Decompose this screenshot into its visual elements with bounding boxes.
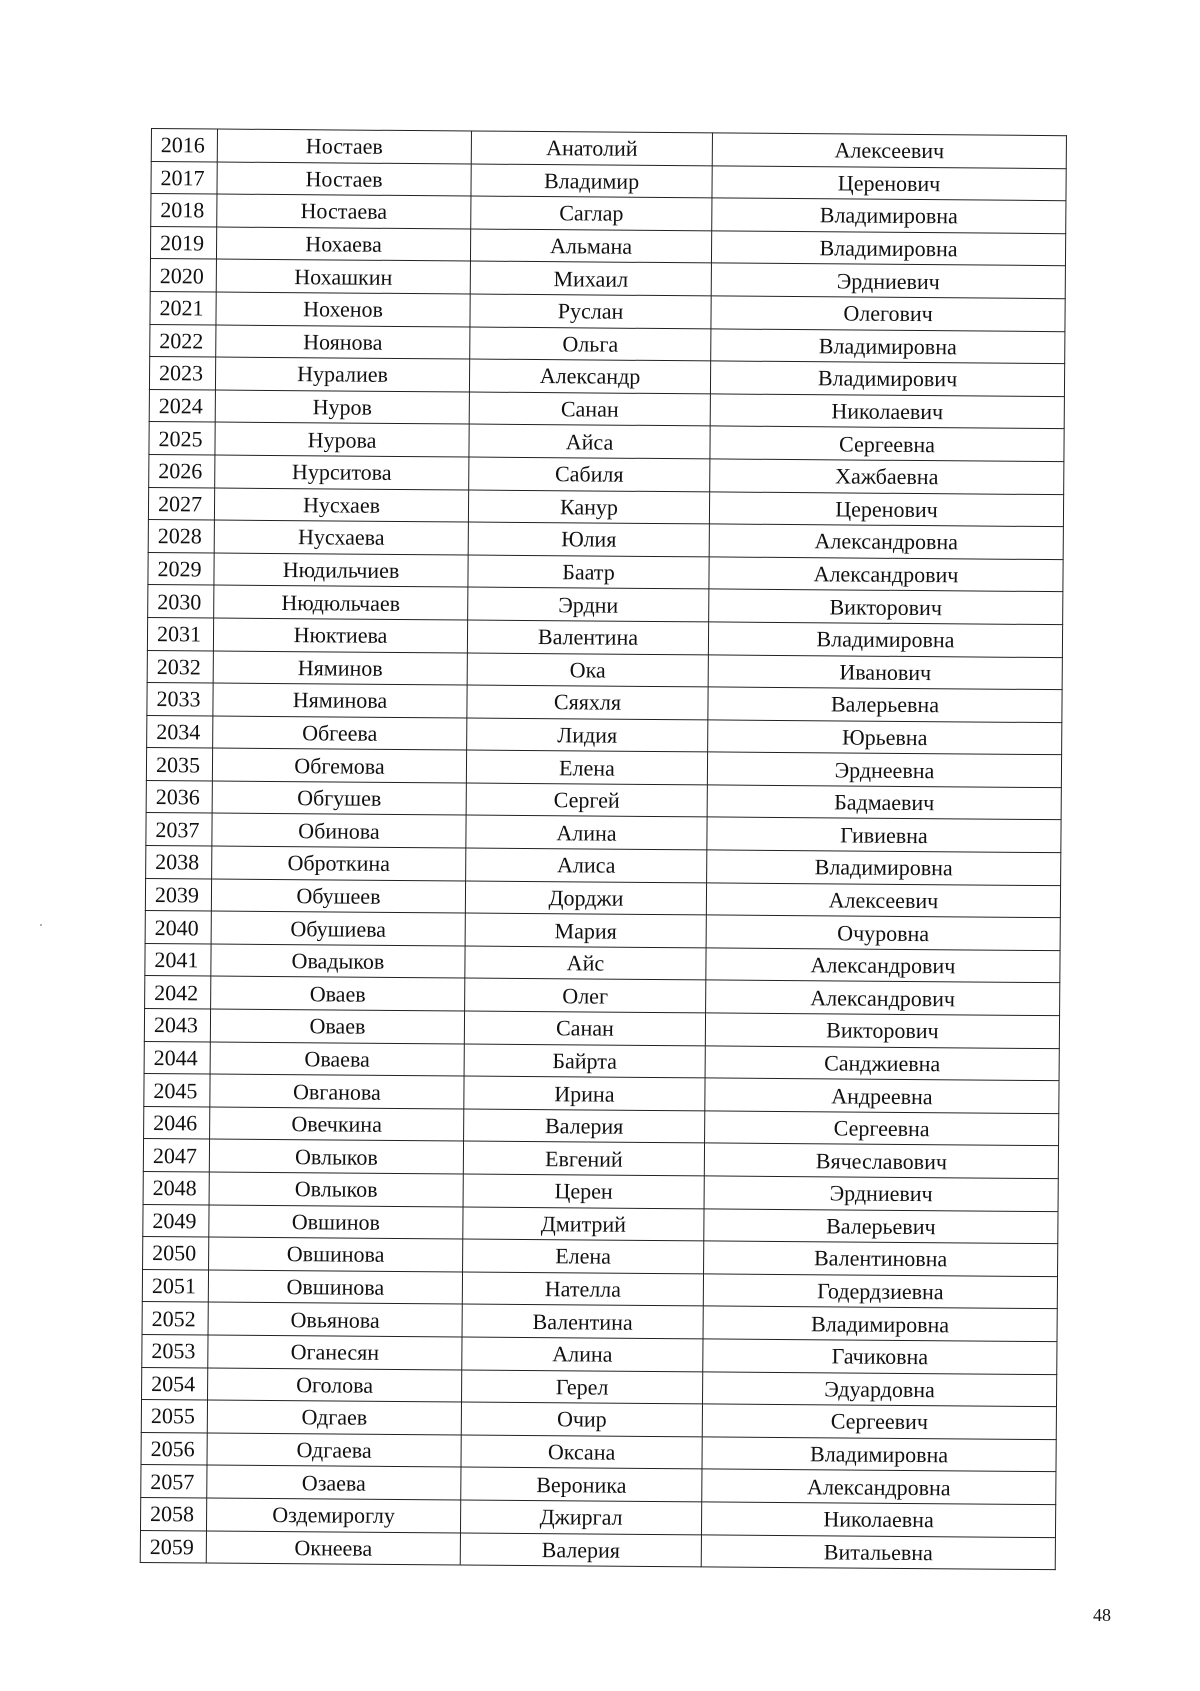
patronymic-cell: Церенович [709, 491, 1063, 526]
last-name-cell: Оваев [211, 976, 465, 1011]
last-name-cell: Овганова [210, 1074, 464, 1109]
first-name-cell: Сергей [466, 783, 707, 817]
first-name-cell: Нателла [462, 1272, 703, 1306]
first-name-cell: Валентина [467, 620, 708, 654]
last-name-cell: Овечкина [210, 1107, 464, 1142]
patronymic-cell: Олегович [711, 296, 1065, 331]
last-name-cell: Обушеев [211, 879, 465, 914]
first-name-cell: Айс [465, 946, 706, 980]
patronymic-cell: Владимировна [702, 1437, 1056, 1472]
first-name-cell: Санан [469, 392, 710, 426]
last-name-cell: Обушиева [211, 911, 465, 946]
row-number-cell: 2024 [149, 389, 215, 422]
patronymic-cell: Владимировна [712, 198, 1066, 233]
first-name-cell: Евгений [463, 1141, 704, 1175]
first-name-cell: Саглар [471, 196, 712, 230]
last-name-cell: Нурситова [215, 455, 469, 490]
last-name-cell: Окнеева [206, 1531, 460, 1566]
patronymic-cell: Эрдниевич [704, 1176, 1058, 1211]
row-number-cell: 2043 [144, 1009, 210, 1042]
patronymic-cell: Викторович [705, 1013, 1059, 1048]
row-number-cell: 2046 [144, 1106, 210, 1139]
row-number-cell: 2025 [149, 422, 215, 455]
row-number-cell: 2040 [145, 911, 211, 944]
patronymic-cell: Эрдниевич [711, 263, 1065, 298]
patronymic-cell: Александрович [706, 948, 1060, 983]
last-name-cell: Нюктиева [213, 618, 467, 653]
first-name-cell: Айса [469, 424, 710, 458]
first-name-cell: Ольга [470, 327, 711, 361]
first-name-cell: Канур [468, 490, 709, 524]
last-name-cell: Овлыков [209, 1139, 463, 1174]
names-table [140, 128, 1067, 1570]
page-number: 48 [1093, 1605, 1111, 1625]
first-name-cell: Алина [466, 815, 707, 849]
row-number-cell: 2035 [146, 748, 212, 781]
row-number-cell: 2037 [146, 813, 212, 846]
first-name-cell: Оксана [461, 1435, 702, 1469]
last-name-cell: Овьянова [208, 1302, 462, 1337]
row-number-cell: 2029 [148, 552, 214, 585]
patronymic-cell: Викторович [709, 589, 1063, 624]
row-number-cell: 2051 [142, 1269, 208, 1302]
row-number-cell: 2023 [149, 357, 215, 390]
patronymic-cell: Александрович [706, 980, 1060, 1015]
patronymic-cell: Владимировна [711, 231, 1065, 266]
patronymic-cell: Очуровна [706, 915, 1060, 950]
last-name-cell: Оброткина [212, 846, 466, 881]
first-name-cell: Елена [466, 750, 707, 784]
last-name-cell: Нуров [215, 390, 469, 425]
last-name-cell: Озаева [207, 1465, 461, 1500]
row-number-cell: 2036 [146, 780, 212, 813]
patronymic-cell: Владимировна [707, 850, 1061, 885]
last-name-cell: Ностаев [217, 162, 471, 197]
row-number-cell: 2018 [151, 194, 217, 227]
first-name-cell: Сяяхля [467, 685, 708, 719]
row-number-cell: 2019 [150, 226, 216, 259]
row-number-cell: 2038 [146, 846, 212, 879]
first-name-cell: Санан [464, 1011, 705, 1045]
patronymic-cell: Николаевна [701, 1502, 1055, 1537]
last-name-cell: Оздемироглу [206, 1498, 460, 1533]
last-name-cell: Нохаева [216, 227, 470, 262]
first-name-cell: Руслан [470, 294, 711, 328]
row-number-cell: 2044 [144, 1041, 210, 1074]
last-name-cell: Ностаева [217, 194, 471, 229]
last-name-cell: Оваев [210, 1009, 464, 1044]
first-name-cell: Юлия [468, 522, 709, 556]
first-name-cell: Герел [462, 1370, 703, 1404]
patronymic-cell: Витальевна [701, 1534, 1055, 1569]
patronymic-cell: Хажбаевна [710, 459, 1064, 494]
first-name-cell: Очир [461, 1402, 702, 1436]
patronymic-cell: Бадмаевич [707, 785, 1061, 820]
patronymic-cell: Александровна [702, 1469, 1056, 1504]
first-name-cell: Александр [469, 359, 710, 393]
row-number-cell: 2050 [143, 1237, 209, 1270]
first-name-cell: Джиргал [460, 1500, 701, 1534]
row-number-cell: 2027 [148, 487, 214, 520]
last-name-cell: Обгушев [212, 781, 466, 816]
first-name-cell: Валерия [464, 1109, 705, 1143]
row-number-cell: 2042 [145, 976, 211, 1009]
row-number-cell: 2047 [143, 1139, 209, 1172]
row-number-cell: 2054 [142, 1367, 208, 1400]
last-name-cell: Нусхаев [214, 488, 468, 523]
last-name-cell: Няминов [213, 651, 467, 686]
patronymic-cell: Юрьевна [708, 720, 1062, 755]
row-number-cell: 2031 [147, 617, 213, 650]
last-name-cell: Оваева [210, 1042, 464, 1077]
last-name-cell: Овадыков [211, 944, 465, 979]
first-name-cell: Алина [462, 1337, 703, 1371]
last-name-cell: Одгаев [207, 1400, 461, 1435]
last-name-cell: Обинова [212, 813, 466, 848]
row-number-cell: 2049 [143, 1204, 209, 1237]
first-name-cell: Дорджи [465, 881, 706, 915]
first-name-cell: Церен [463, 1174, 704, 1208]
last-name-cell: Овшинов [209, 1205, 463, 1240]
patronymic-cell: Валерьевна [708, 687, 1062, 722]
table-row [140, 1530, 1055, 1570]
row-number-cell: 2033 [147, 683, 213, 716]
patronymic-cell: Алексеевич [712, 133, 1066, 168]
row-number-cell: 2026 [149, 454, 215, 487]
first-name-cell: Дмитрий [463, 1207, 704, 1241]
first-name-cell: Альмана [470, 229, 711, 263]
patronymic-cell: Андреевна [705, 1078, 1059, 1113]
patronymic-cell: Владимировна [711, 328, 1065, 363]
last-name-cell: Нуралиев [215, 357, 469, 392]
row-number-cell: 2032 [147, 650, 213, 683]
row-number-cell: 2055 [141, 1400, 207, 1433]
row-number-cell: 2016 [151, 129, 217, 162]
patronymic-cell: Церенович [712, 166, 1066, 201]
last-name-cell: Нохашкин [216, 259, 470, 294]
first-name-cell: Валентина [462, 1304, 703, 1338]
patronymic-cell: Эдуардовна [702, 1371, 1056, 1406]
first-name-cell: Валерия [460, 1533, 701, 1567]
last-name-cell: Нюдюльчаев [214, 585, 468, 620]
row-number-cell: 2039 [145, 878, 211, 911]
row-number-cell: 2059 [140, 1530, 206, 1563]
row-number-cell: 2056 [141, 1432, 207, 1465]
patronymic-cell: Эрднеевна [707, 752, 1061, 787]
row-number-cell: 2022 [150, 324, 216, 357]
first-name-cell: Ирина [464, 1076, 705, 1110]
row-number-cell: 2053 [142, 1334, 208, 1367]
first-name-cell: Байрта [464, 1044, 705, 1078]
row-number-cell: 2028 [148, 520, 214, 553]
first-name-cell: Анатолий [471, 131, 712, 165]
last-name-cell: Одгаева [207, 1433, 461, 1468]
row-number-cell: 2052 [142, 1302, 208, 1335]
names-table-body [140, 129, 1066, 1570]
patronymic-cell: Вячеславович [704, 1143, 1058, 1178]
patronymic-cell: Александровна [709, 524, 1063, 559]
first-name-cell: Эрдни [468, 587, 709, 621]
last-name-cell: Оголова [208, 1368, 462, 1403]
first-name-cell: Олег [465, 978, 706, 1012]
last-name-cell: Обгемова [212, 748, 466, 783]
first-name-cell: Сабиля [469, 457, 710, 491]
row-number-cell: 2030 [148, 585, 214, 618]
patronymic-cell: Алексеевич [706, 883, 1060, 918]
row-number-cell: 2045 [144, 1074, 210, 1107]
patronymic-cell: Санджиевна [705, 1046, 1059, 1081]
patronymic-cell: Владимирович [710, 361, 1064, 396]
first-name-cell: Владимир [471, 164, 712, 198]
last-name-cell: Ноянова [216, 325, 470, 360]
patronymic-cell: Сергеевна [710, 426, 1064, 461]
last-name-cell: Ностаев [217, 129, 471, 164]
patronymic-cell: Владимировна [708, 622, 1062, 657]
row-number-cell: 2057 [141, 1465, 207, 1498]
last-name-cell: Оганесян [208, 1335, 462, 1370]
last-name-cell: Нюдильчиев [214, 553, 468, 588]
first-name-cell: Баатр [468, 555, 709, 589]
row-number-cell: 2058 [140, 1497, 206, 1530]
last-name-cell: Овлыков [209, 1172, 463, 1207]
row-number-cell: 2048 [143, 1171, 209, 1204]
patronymic-cell: Годердзиевна [703, 1274, 1057, 1309]
first-name-cell: Мария [465, 913, 706, 947]
last-name-cell: Нусхаева [214, 520, 468, 555]
patronymic-cell: Валерьевич [704, 1208, 1058, 1243]
patronymic-cell: Иванович [708, 654, 1062, 689]
last-name-cell: Няминова [213, 683, 467, 718]
row-number-cell: 2041 [145, 943, 211, 976]
last-name-cell: Овшинова [209, 1237, 463, 1272]
patronymic-cell: Владимировна [703, 1306, 1057, 1341]
first-name-cell: Лидия [467, 718, 708, 752]
patronymic-cell: Гачиковна [703, 1339, 1057, 1374]
patronymic-cell: Николаевич [710, 394, 1064, 429]
last-name-cell: Обгеева [213, 716, 467, 751]
row-number-cell: 2034 [147, 715, 213, 748]
patronymic-cell: Валентиновна [704, 1241, 1058, 1276]
patronymic-cell: Сергеевич [702, 1404, 1056, 1439]
row-number-cell: 2017 [151, 161, 217, 194]
last-name-cell: Нохенов [216, 292, 470, 327]
scan-speck [40, 924, 42, 926]
first-name-cell: Ока [467, 653, 708, 687]
first-name-cell: Алиса [466, 848, 707, 882]
first-name-cell: Вероника [461, 1467, 702, 1501]
last-name-cell: Нурова [215, 422, 469, 457]
row-number-cell: 2020 [150, 259, 216, 292]
patronymic-cell: Сергеевна [705, 1111, 1059, 1146]
patronymic-cell: Александрович [709, 557, 1063, 592]
first-name-cell: Елена [463, 1239, 704, 1273]
first-name-cell: Михаил [470, 261, 711, 295]
row-number-cell: 2021 [150, 291, 216, 324]
last-name-cell: Овшинова [208, 1270, 462, 1305]
patronymic-cell: Гивиевна [707, 817, 1061, 852]
